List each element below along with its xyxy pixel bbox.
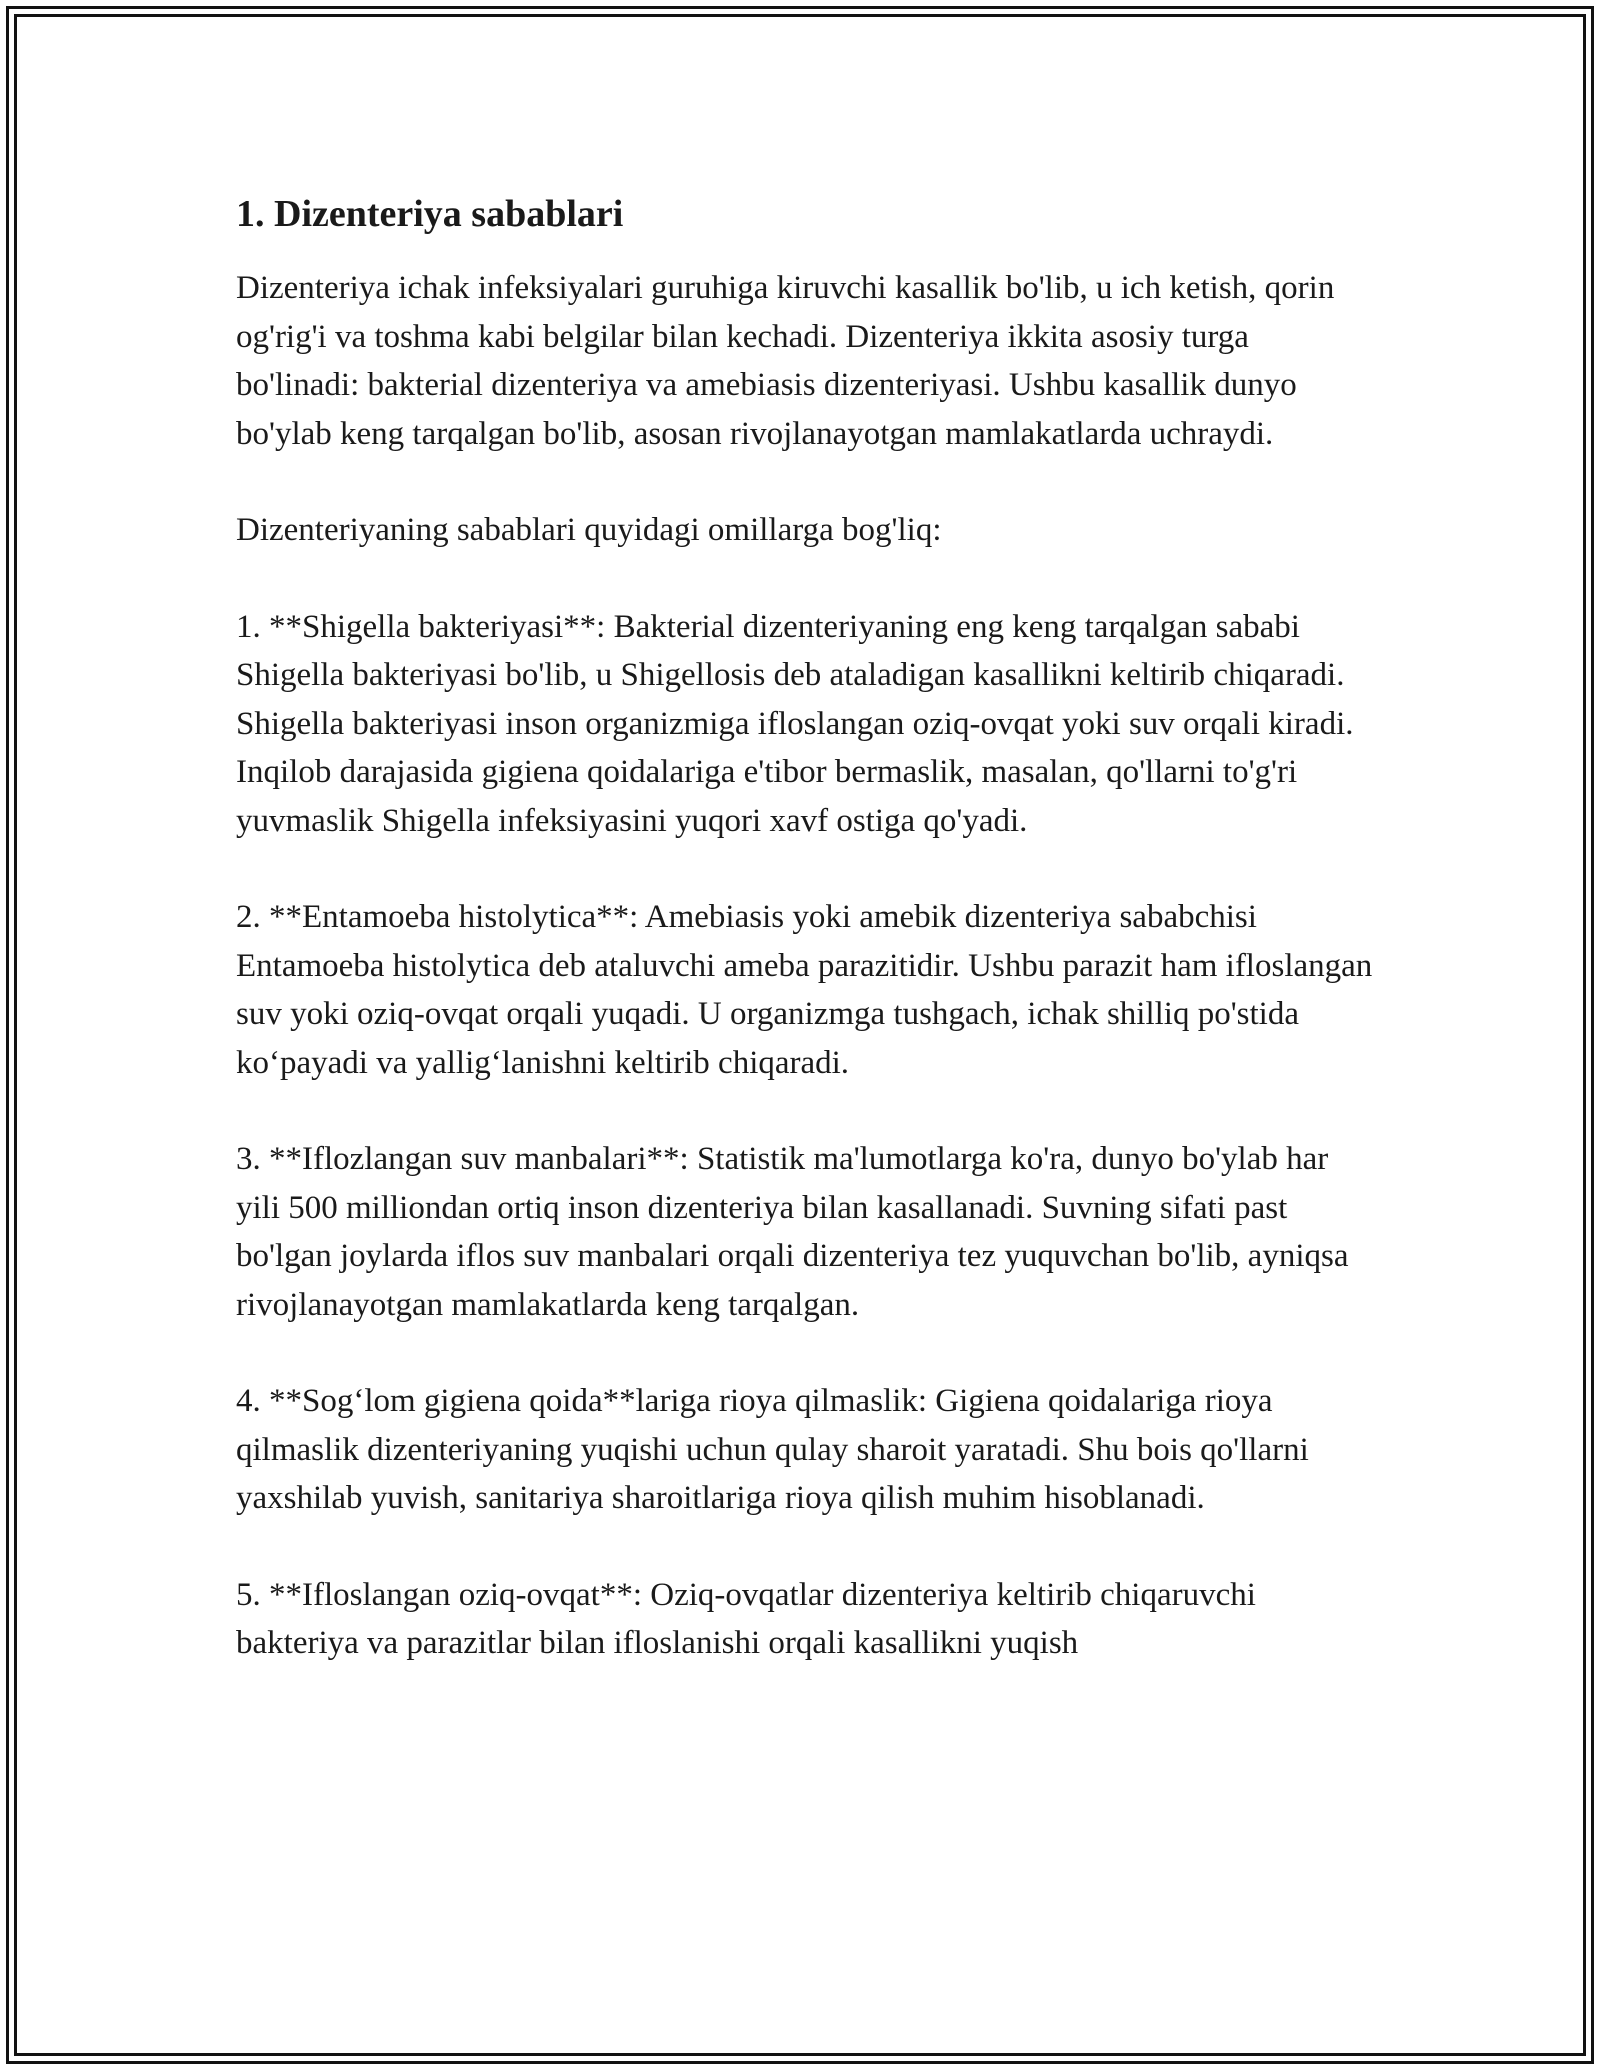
paragraph-entamoeba: 2. **Entamoeba histolytica**: Amebiasis yoki amebik dizenteriya sababchisi Entamoeba histolytica deb ataluvchi ameba parazitidir. Ushbu parazit ham ifloslangan suv yoki oziq-ovqat orqali yuqadi. U organizmga tushgach, ichak shilliq po'stida ko‘payadi va yallig‘lanishni keltirib chiqaradi.	[236, 899, 1373, 1081]
paragraph-water-sources: 3. **Iflozlangan suv manbalari**: Statistik ma'lumotlarga ko'ra, dunyo bo'ylab har yili 500 milliondan ortiq inson dizenteriya bilan kasallanadi. Suvning sifati past bo'lgan joylarda iflos suv manbalari orqali dizenteriya tez yuquvchan bo'lib, ayniqsa rivojlanayotgan mamlakatlarda keng tarqalgan.	[236, 1141, 1349, 1323]
document-body	[236, 186, 1376, 1716]
paragraph-shigella: 1. **Shigella bakteriyasi**: Bakterial dizenteriyaning eng keng tarqalgan sababi Shigella bakteriyasi bo'lib, u Shigellosis deb ataladigan kasallikni keltirib chiqaradi. Shigella bakteriyasi inson organizmiga ifloslangan oziq-ovqat yoki suv orqali kiradi. Inqilob darajasida gigiena qoidalariga e'tibor bermaslik, masalan, qo'llarni to'g'ri yuvmaslik Shigella infeksiyasini yuqori xavf ostiga qo'yadi.	[236, 608, 1354, 839]
paragraph-intro: Dizenteriya ichak infeksiyalari guruhiga kiruvchi kasallik bo'lib, u ich ketish, qorin og'rig'i va toshma kabi belgilar bilan kechadi. Dizenteriya ikkita asosiy turga bo'linadi: bakterial dizenteriya va amebiasis dizenteriyasi. Ushbu kasallik dunyo bo'ylab keng tarqalgan bo'lib, asosan rivojlanayotgan mamlakatlarda uchraydi.	[236, 270, 1335, 452]
section-title: 1. Dizenteriya sabablari	[236, 193, 624, 235]
paragraph-hygiene: 4. **Sog‘lom gigiena qoida**lariga rioya qilmaslik: Gigiena qoidalariga rioya qilmaslik dizenteriyaning yuqishi uchun qulay sharoit yaratadi. Shu bois qo'llarni yaxshilab yuvish, sanitariya sharoitlariga rioya qilish muhim hisoblanadi.	[236, 1383, 1309, 1516]
paragraph-causes-lead: Dizenteriyaning sabablari quyidagi omillarga bog'liq:	[236, 512, 942, 548]
paragraph-contaminated-food: 5. **Ifloslangan oziq-ovqat**: Oziq-ovqatlar dizenteriya keltirib chiqaruvchi bakteriya va parazitlar bilan ifloslanishi orqali kasallikni yuqish	[236, 1576, 1256, 1661]
